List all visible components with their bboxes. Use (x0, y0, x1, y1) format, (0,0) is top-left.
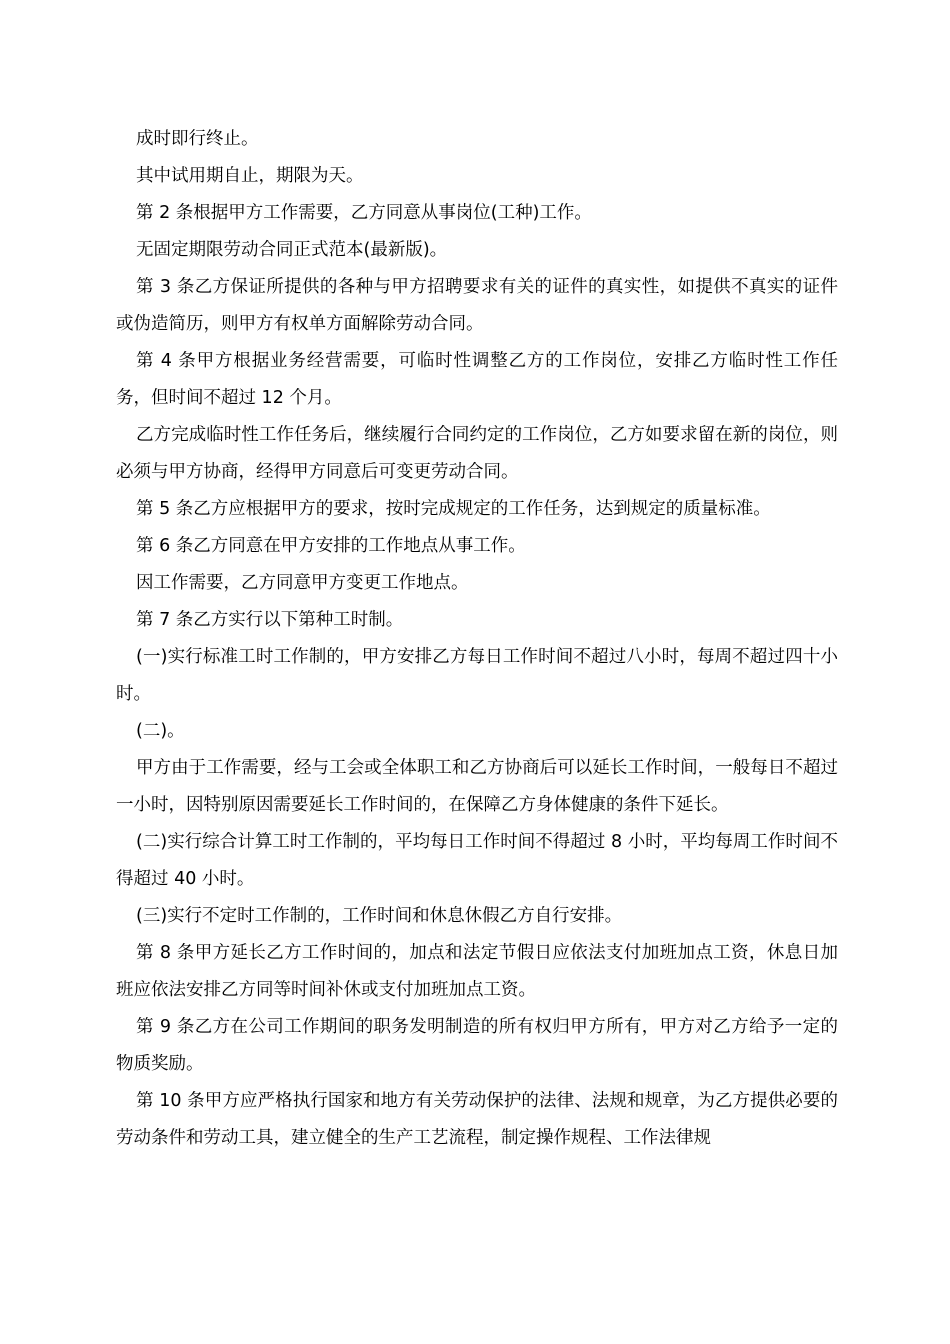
document-body (116, 121, 838, 1157)
paragraph-5: 第 3 条乙方保证所提供的各种与甲方招聘要求有关的证件的真实性，如提供不真实的证件或伪造简历，则甲方有权单方面解除劳动合同。 (116, 277, 838, 334)
paragraph-15: (二)实行综合计算工时工作制的，平均每日工作时间不得超过 8 小时，平均每周工作时间不得超过 40 小时。 (116, 832, 838, 889)
paragraph-12: (一)实行标准工时工作制的，甲方安排乙方每日工作时间不超过八小时，每周不超过四十小时。 (116, 647, 838, 704)
paragraph-2: 其中试用期自止，期限为天。 (136, 166, 364, 186)
paragraph-3: 第 2 条根据甲方工作需要，乙方同意从事岗位(工种)工作。 (136, 203, 592, 223)
paragraph-13: (二)。 (136, 721, 185, 741)
paragraph-1: 成时即行终止。 (136, 129, 259, 149)
paragraph-7: 乙方完成临时性工作任务后，继续履行合同约定的工作岗位，乙方如要求留在新的岗位，则必须与甲方协商，经得甲方同意后可变更劳动合同。 (116, 425, 838, 482)
paragraph-9: 第 6 条乙方同意在甲方安排的工作地点从事工作。 (136, 536, 526, 556)
paragraph-10: 因工作需要，乙方同意甲方变更工作地点。 (136, 573, 469, 593)
paragraph-14: 甲方由于工作需要，经与工会或全体职工和乙方协商后可以延长工作时间，一般每日不超过一小时，因特别原因需要延长工作时间的，在保障乙方身体健康的条件下延长。 (116, 758, 838, 815)
paragraph-17: 第 8 条甲方延长乙方工作时间的，加点和法定节假日应依法支付加班加点工资，休息日加班应依法安排乙方同等时间补休或支付加班加点工资。 (116, 943, 838, 1000)
paragraph-18: 第 9 条乙方在公司工作期间的职务发明制造的所有权归甲方所有，甲方对乙方给予一定的物质奖励。 (116, 1017, 838, 1074)
paragraph-4: 无固定期限劳动合同正式范本(最新版)。 (136, 240, 448, 260)
paragraph-16: (三)实行不定时工作制的，工作时间和休息休假乙方自行安排。 (136, 906, 623, 926)
paragraph-19: 第 10 条甲方应严格执行国家和地方有关劳动保护的法律、法规和规章，为乙方提供必要的劳动条件和劳动工具，建立健全的生产工艺流程，制定操作规程、工作法律规 (116, 1091, 838, 1148)
paragraph-8: 第 5 条乙方应根据甲方的要求，按时完成规定的工作任务，达到规定的质量标准。 (136, 499, 771, 519)
paragraph-11: 第 7 条乙方实行以下第种工时制。 (136, 610, 404, 630)
paragraph-6: 第 4 条甲方根据业务经营需要，可临时性调整乙方的工作岗位，安排乙方临时性工作任务，但时间不超过 12 个月。 (116, 351, 838, 408)
